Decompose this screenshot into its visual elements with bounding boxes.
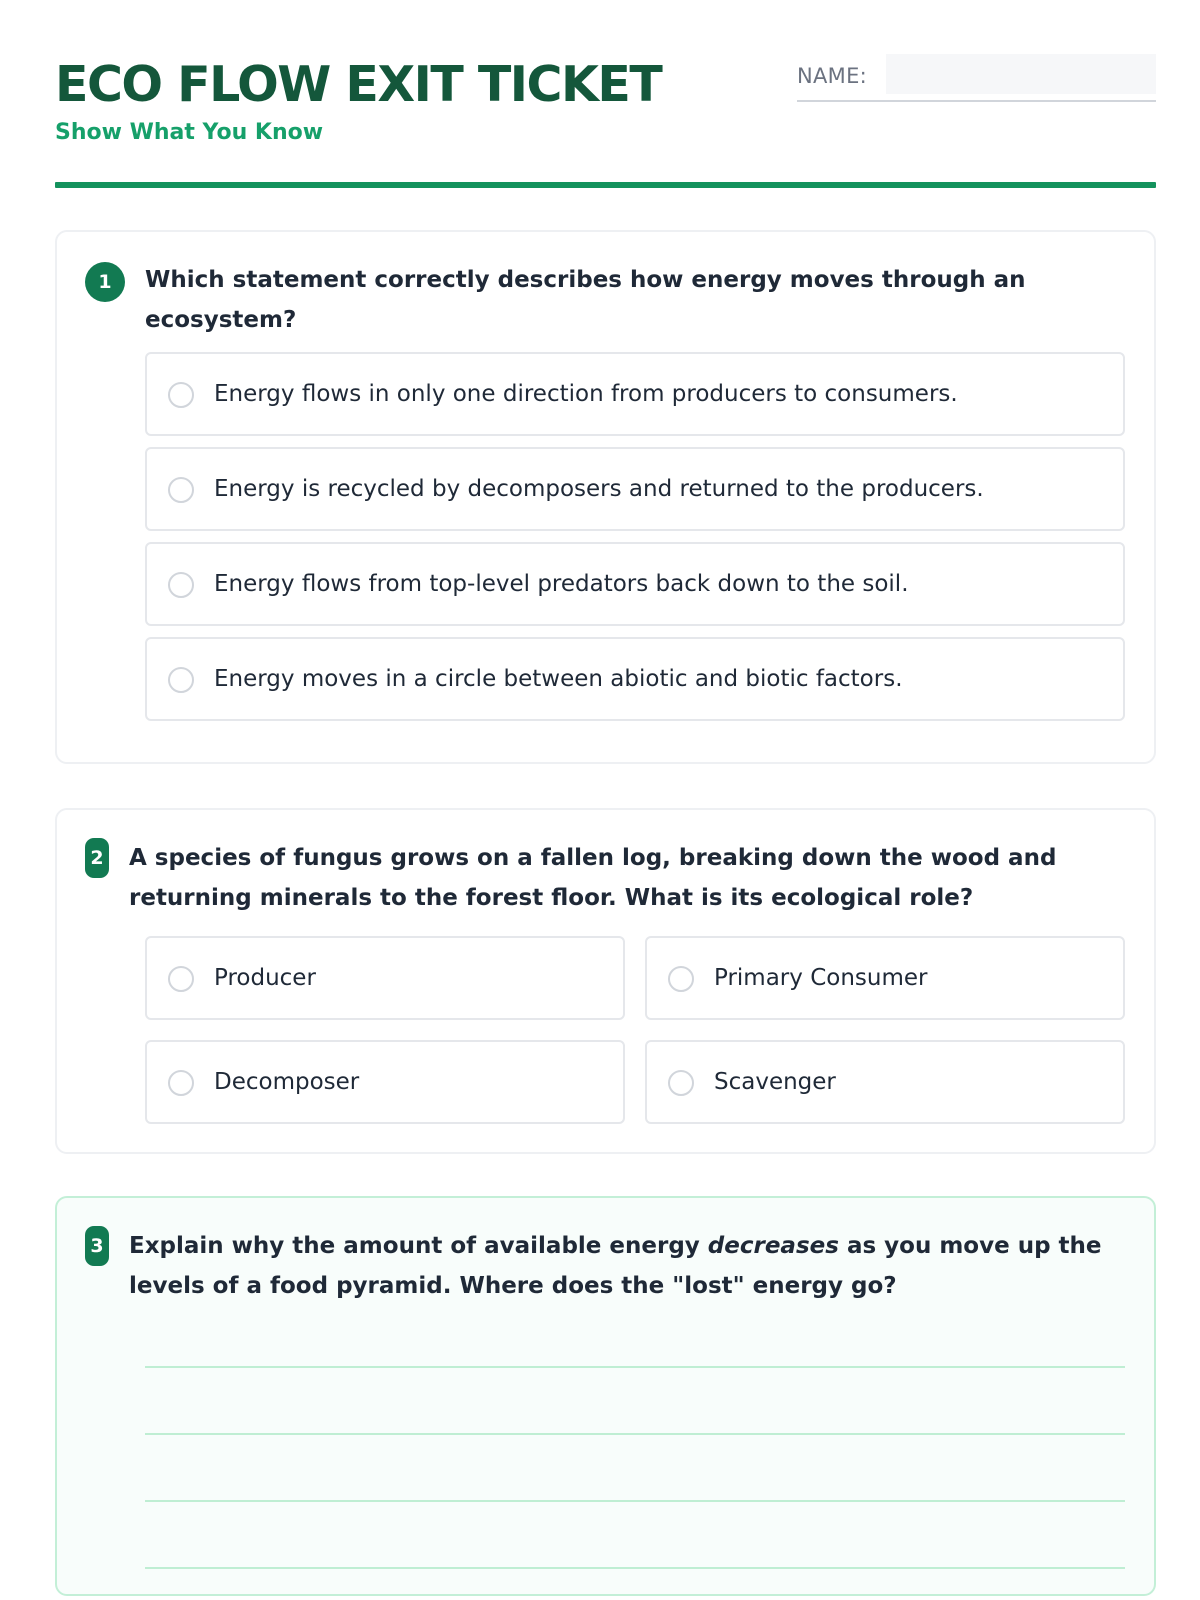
answer-option[interactable] [145, 447, 1125, 531]
answer-option[interactable] [145, 637, 1125, 721]
question-text: A species of fungus grows on a fallen log, breaking down the wood and returning minerals to the forest floor. What is its ecological role? [129, 845, 1057, 911]
option-label: Scavenger [714, 1069, 836, 1095]
page-subtitle: Show What You Know [55, 120, 324, 145]
question-text-end: as you move up the levels of a food pyramid. Where does the "lost" energy go? [129, 1233, 1102, 1299]
question-card-2 [55, 808, 1156, 1154]
radio-button[interactable] [168, 382, 194, 408]
question-number-badge: 2 [85, 838, 109, 878]
header-divider [55, 182, 1156, 188]
radio-button[interactable] [668, 966, 694, 992]
radio-button[interactable] [168, 667, 194, 693]
answer-option[interactable] [145, 542, 1125, 626]
radio-button[interactable] [168, 1070, 194, 1096]
header [55, 50, 1156, 190]
question-card-3[interactable] [55, 1196, 1156, 1596]
option-label: Energy moves in a circle between abiotic and biotic factors. [214, 666, 903, 692]
answer-option[interactable] [645, 1040, 1125, 1124]
name-field-group [797, 54, 1156, 102]
option-label: Decomposer [214, 1069, 360, 1095]
question-text-start: Explain why the amount of available energy [129, 1233, 708, 1259]
answer-line[interactable] [145, 1567, 1125, 1569]
question-text [129, 1226, 1109, 1306]
option-label: Primary Consumer [714, 965, 928, 991]
question-number-badge: 3 [85, 1226, 109, 1266]
page-title: ECO FLOW EXIT TICKET [55, 56, 662, 113]
name-label: NAME: [797, 64, 868, 88]
option-label: Energy flows from top-level predators back down to the soil. [214, 571, 909, 597]
option-label: Producer [214, 965, 316, 991]
question-card-1 [55, 230, 1156, 764]
answer-option[interactable] [145, 1040, 625, 1124]
answer-line[interactable] [145, 1366, 1125, 1368]
radio-button[interactable] [168, 572, 194, 598]
exit-ticket-page [55, 0, 1156, 1600]
answer-line[interactable] [145, 1433, 1125, 1435]
radio-button[interactable] [668, 1070, 694, 1096]
option-label: Energy is recycled by decomposers and returned to the producers. [214, 476, 984, 502]
name-input[interactable] [886, 54, 1156, 94]
option-label: Energy flows in only one direction from producers to consumers. [214, 381, 958, 407]
answer-line[interactable] [145, 1500, 1125, 1502]
question-text-emphasis: decreases [707, 1233, 839, 1259]
radio-button[interactable] [168, 966, 194, 992]
answer-option[interactable] [645, 936, 1125, 1020]
answer-option[interactable] [145, 936, 625, 1020]
radio-button[interactable] [168, 477, 194, 503]
question-number-badge: 1 [85, 262, 125, 302]
question-text: Which statement correctly describes how energy moves through an ecosystem? [145, 267, 1026, 333]
answer-option[interactable] [145, 352, 1125, 436]
